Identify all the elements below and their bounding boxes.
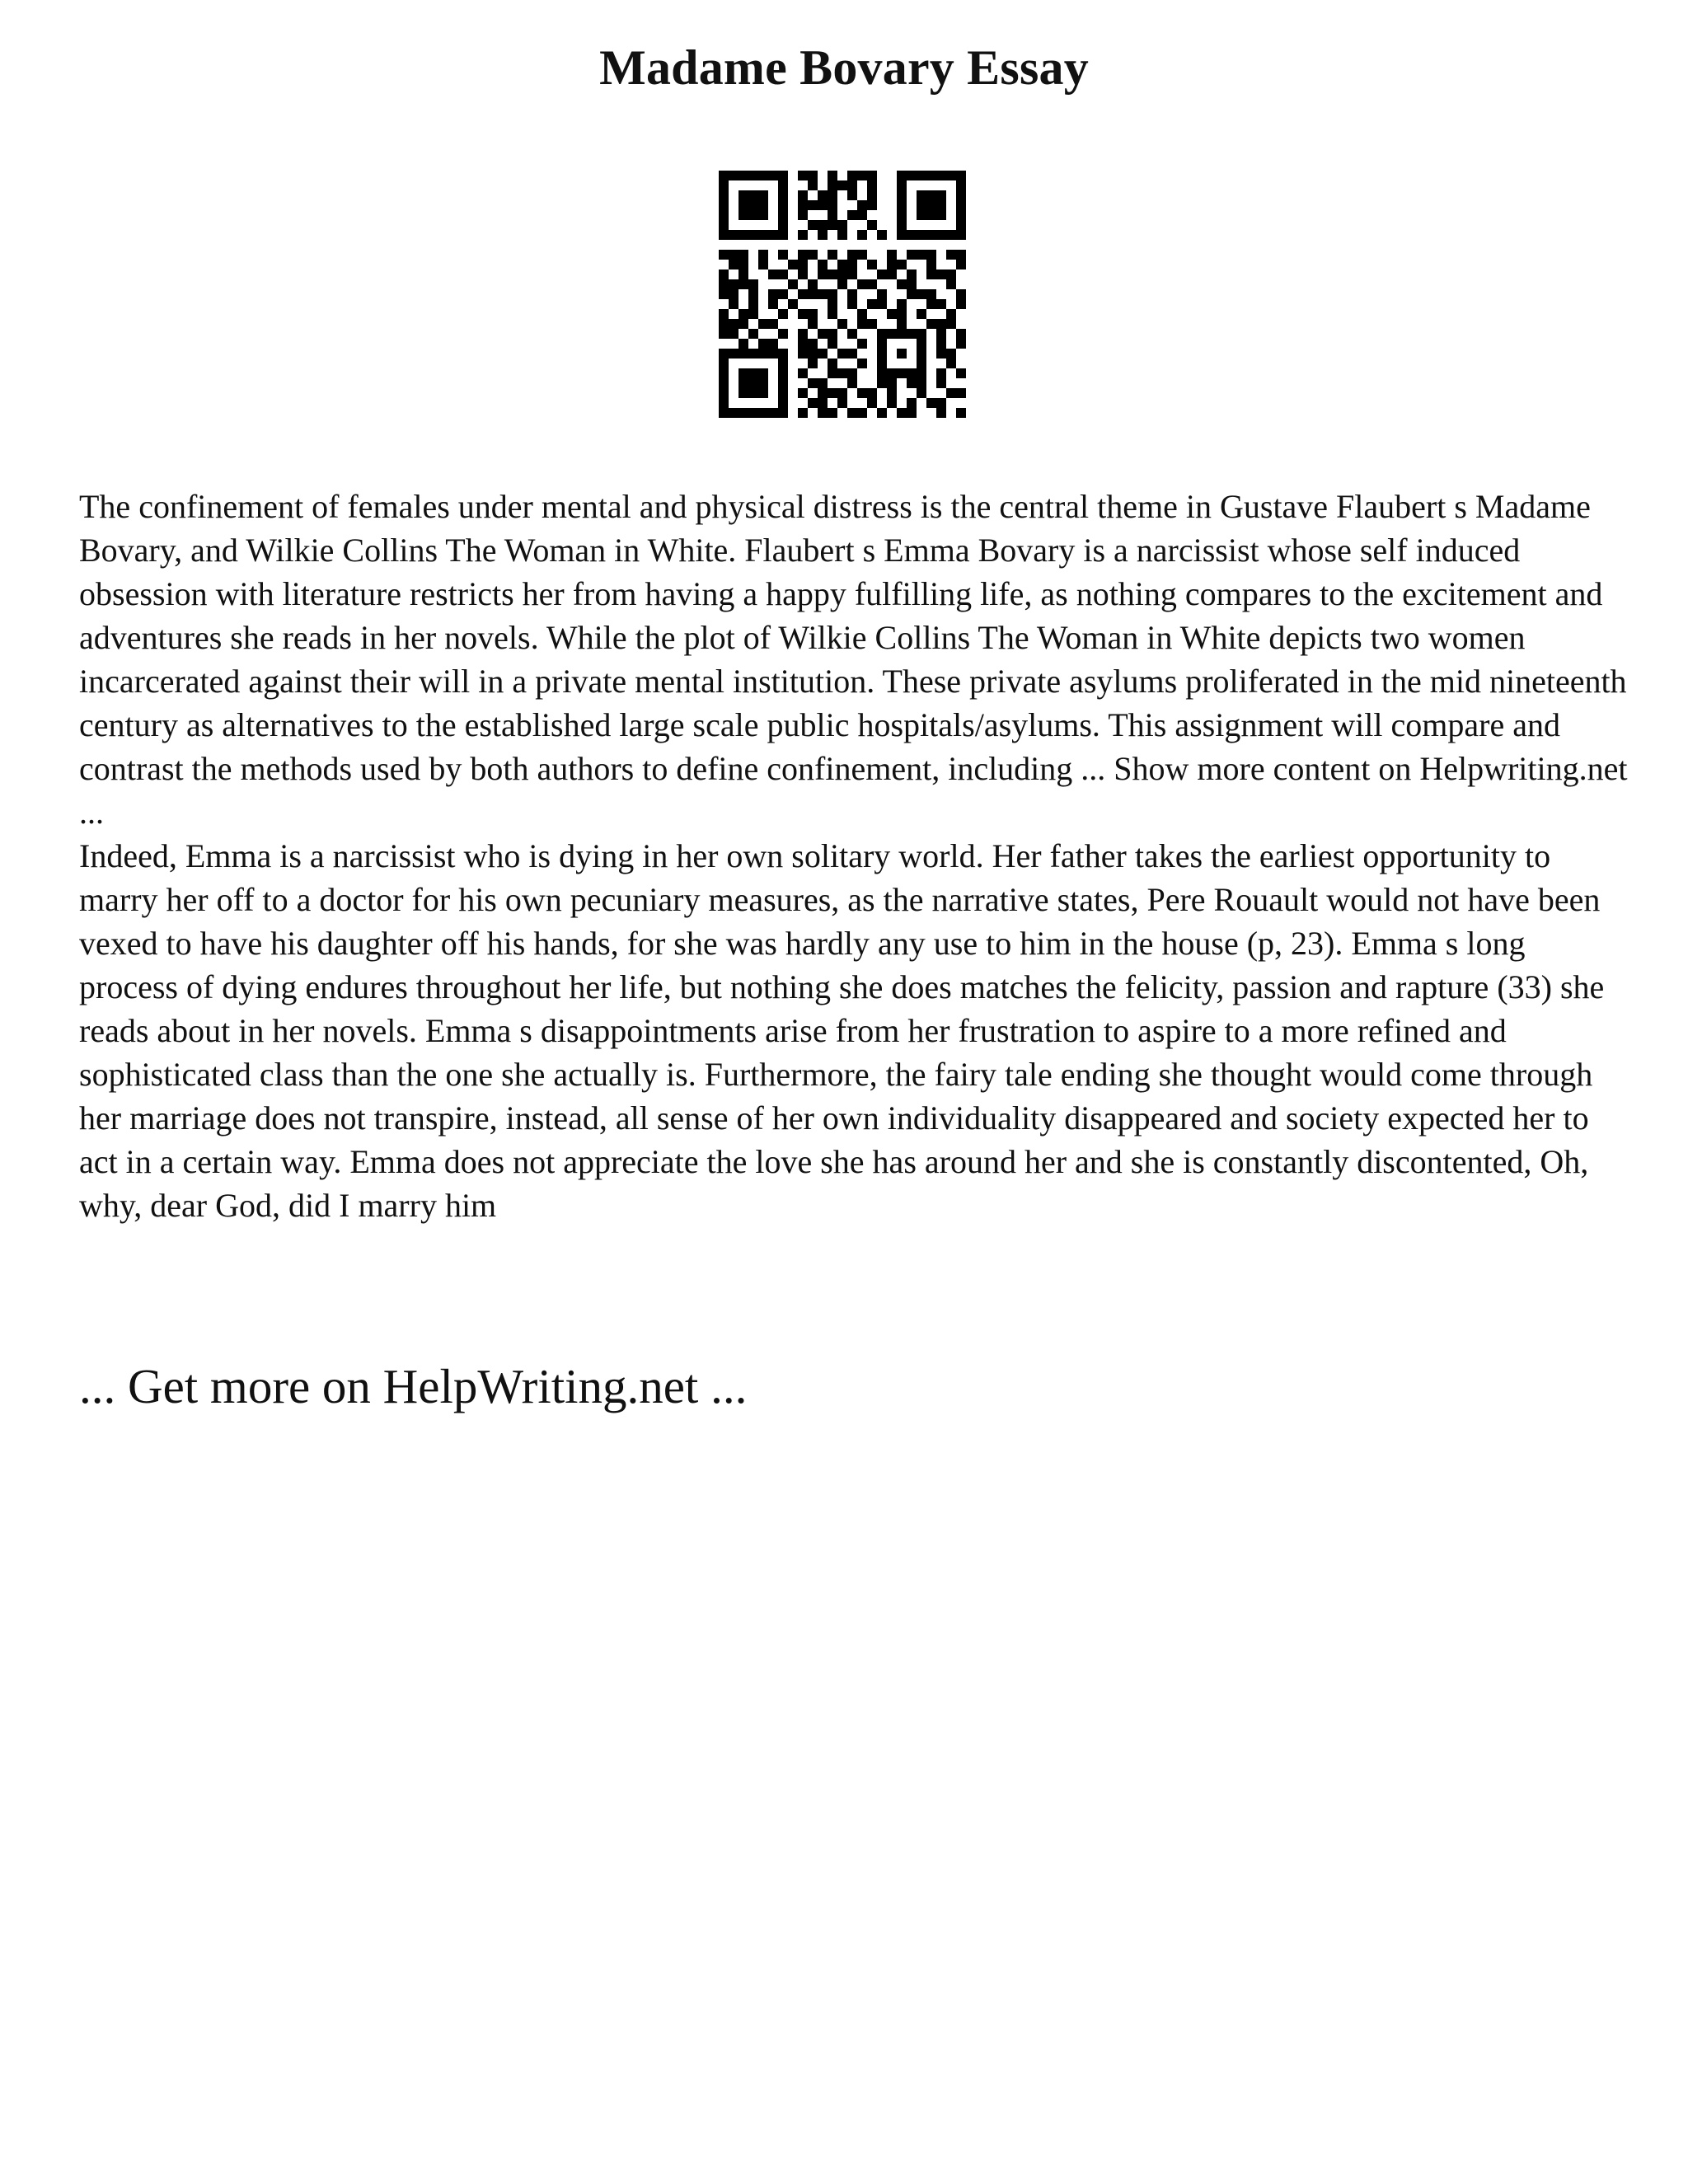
get-more-link[interactable]: ... Get more on HelpWriting.net ... — [79, 1359, 748, 1413]
essay-paragraph-1: The confinement of females under mental and physical distress is the central theme in Gustave Flaubert s Madame Bovary, and Wilkie Collins The Woman in White. Flaubert s Emma Bovary is a narcissist whose self induced obsession with literature restricts her from having a happy fulfilling life, as nothing compares to the excitement and adventures she reads in her novels. While the plot of Wilkie Collins The Woman in White depicts two women incarcerated against their will in a private mental institution. These private asylums proliferated in the mid nineteenth century as alternatives to the established large scale public hospitals/asylums. This assignment will compare and contrast the methods used by both authors to define confinement, including ... Show more content on Helpwriting.net ... — [79, 488, 1628, 831]
essay-paragraph-2: Indeed, Emma is a narcissist who is dying in her own solitary world. Her father takes the earliest opportunity to marry her off to a doctor for his own pecuniary measures, as the narrative states, Pere Rouault would not have been vexed to have his daughter off his hands, for she was hardly any use to him in the house (p, 23). Emma s long process of dying endures throughout her life, but nothing she does matches the felicity, passion and rapture (33) she reads about in her novels. Emma s disappointments arise from her frustration to aspire to a more refined and sophisticated class than the one she actually is. Furthermore, the fairy tale ending she thought would come through her marriage does not transpire, instead, all sense of her own individuality disappeared and society expected her to act in a certain way. Emma does not appreciate the love she has around her and she is constantly discontented, Oh, why, dear God, did I marry him — [79, 837, 1605, 1224]
essay-body — [79, 485, 1629, 1227]
qr-code-icon — [719, 171, 966, 418]
document-title: Madame Bovary Essay — [599, 40, 1089, 95]
